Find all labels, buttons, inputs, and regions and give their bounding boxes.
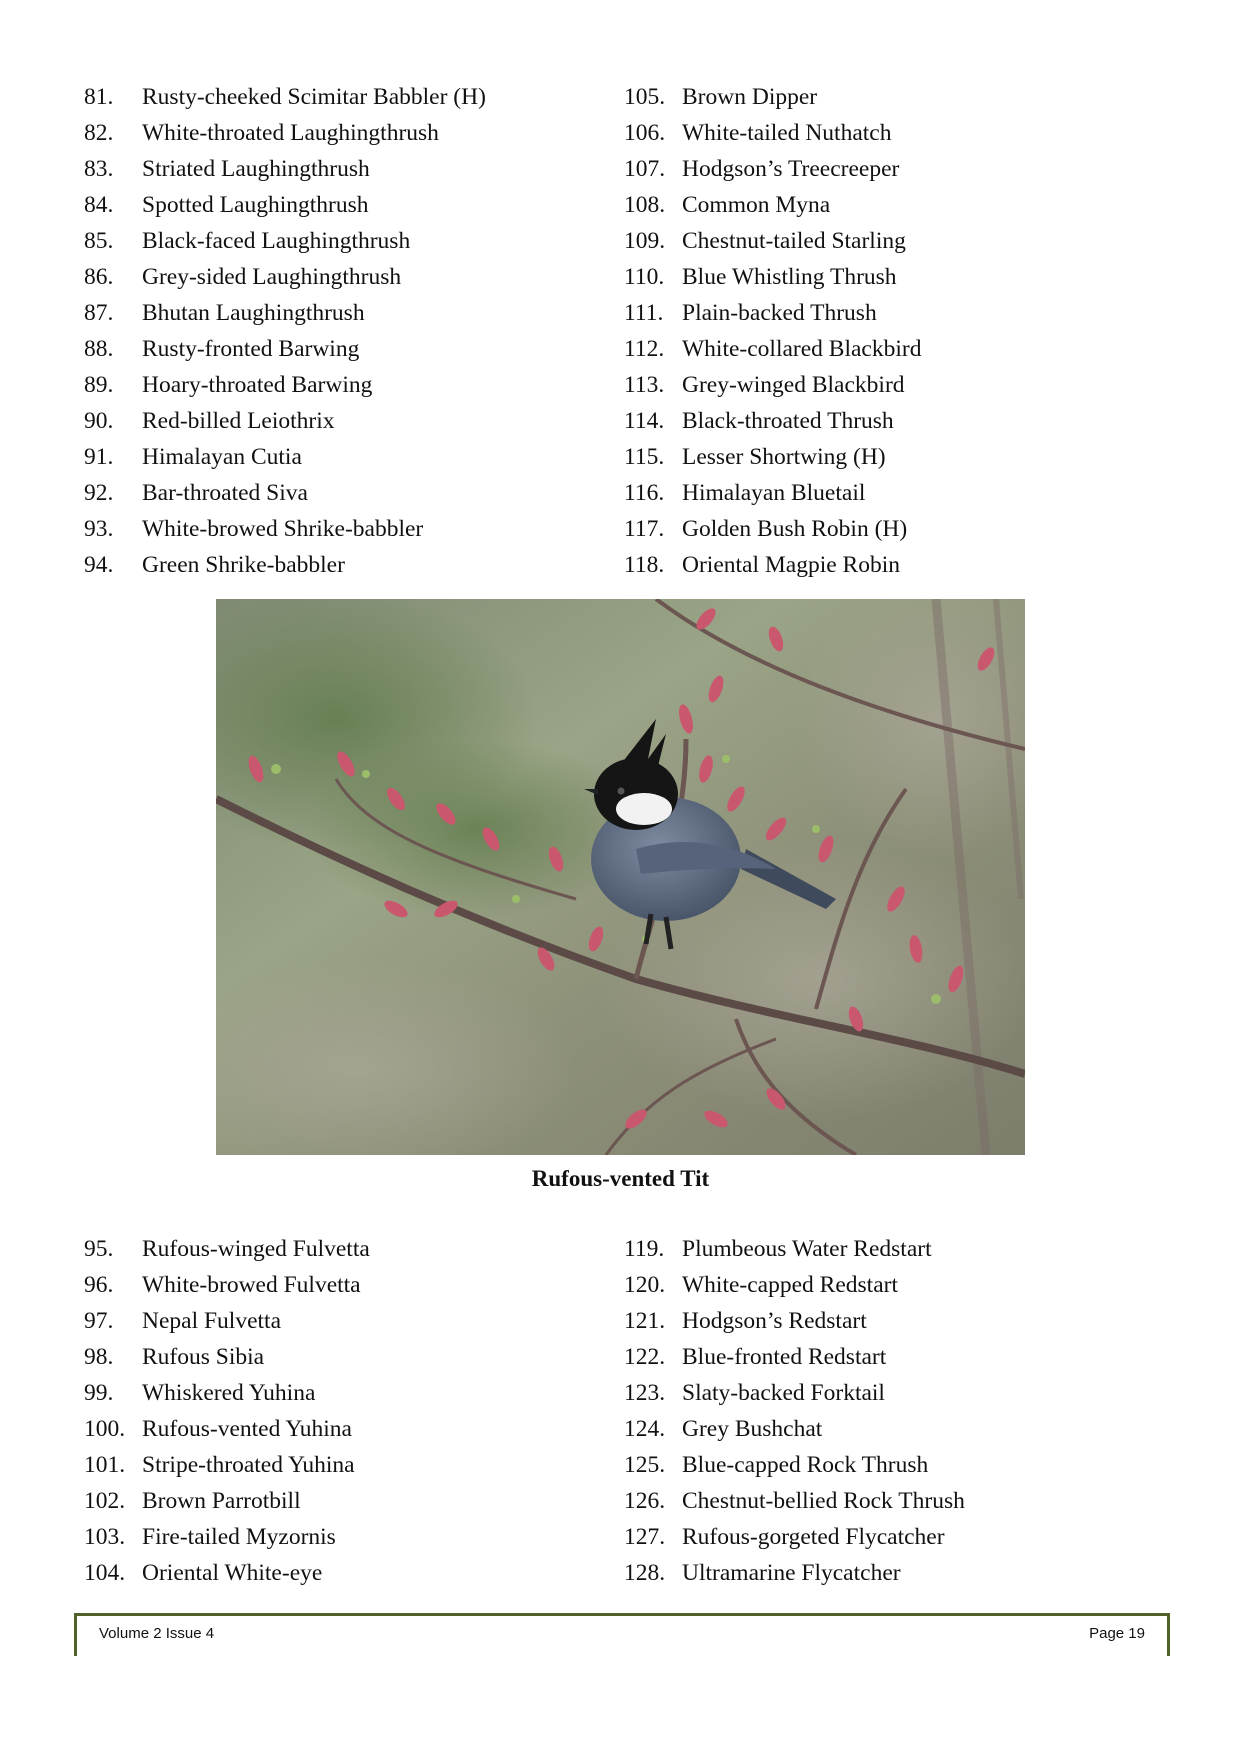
- species-list-item: [624, 1483, 965, 1519]
- species-number: 85.: [84, 228, 114, 254]
- species-name: Bar-throated Siva: [142, 480, 308, 506]
- species-list-item: [84, 1555, 370, 1591]
- species-name: Chestnut-bellied Rock Thrush: [682, 1488, 965, 1514]
- species-name: Bhutan Laughingthrush: [142, 300, 365, 326]
- species-number: 111.: [624, 300, 664, 326]
- species-list-item: [624, 1375, 965, 1411]
- species-number: 91.: [84, 444, 114, 470]
- species-name: Golden Bush Robin (H): [682, 516, 908, 542]
- species-number: 113.: [624, 372, 665, 398]
- species-name: White-browed Shrike-babbler: [142, 516, 424, 542]
- species-name: Himalayan Cutia: [142, 444, 302, 470]
- species-name: Rufous-vented Yuhina: [142, 1416, 352, 1442]
- species-name: Hodgson’s Treecreeper: [682, 156, 900, 182]
- species-number: 121.: [624, 1308, 666, 1334]
- species-number: 126.: [624, 1488, 666, 1514]
- species-name: Fire-tailed Myzornis: [142, 1524, 336, 1550]
- species-list-item: [84, 295, 486, 331]
- species-list-item: [84, 1231, 370, 1267]
- species-list-item: [624, 403, 921, 439]
- species-name: White-tailed Nuthatch: [682, 120, 892, 146]
- species-number: 90.: [84, 408, 114, 434]
- species-list-item: [624, 367, 921, 403]
- species-name: Lesser Shortwing (H): [682, 444, 886, 470]
- species-name: Grey-sided Laughingthrush: [142, 264, 402, 290]
- species-number: 95.: [84, 1236, 114, 1262]
- species-list-item: [624, 151, 921, 187]
- species-number: 110.: [624, 264, 665, 290]
- species-number: 99.: [84, 1380, 114, 1406]
- species-name: Rusty-cheeked Scimitar Babbler (H): [142, 84, 486, 110]
- species-name: Plumbeous Water Redstart: [682, 1236, 932, 1262]
- species-number: 81.: [84, 84, 114, 110]
- species-list-item: [84, 1375, 370, 1411]
- species-number: 86.: [84, 264, 114, 290]
- volume-issue: Volume 2 Issue 4: [99, 1625, 215, 1642]
- species-number: 97.: [84, 1308, 114, 1334]
- species-name: Spotted Laughingthrush: [142, 192, 369, 218]
- species-name: White-throated Laughingthrush: [142, 120, 439, 146]
- species-number: 125.: [624, 1452, 666, 1478]
- species-number: 96.: [84, 1272, 114, 1298]
- species-name: Ultramarine Flycatcher: [682, 1560, 901, 1586]
- species-number: 106.: [624, 120, 666, 146]
- species-list-item: [624, 1555, 965, 1591]
- species-list-item: [624, 331, 921, 367]
- species-list-item: [624, 511, 921, 547]
- species-name: Blue-capped Rock Thrush: [682, 1452, 929, 1478]
- species-name: Blue-fronted Redstart: [682, 1344, 887, 1370]
- species-name: Grey-winged Blackbird: [682, 372, 905, 398]
- species-list-item: [624, 475, 921, 511]
- species-number: 100.: [84, 1416, 126, 1442]
- species-name: Nepal Fulvetta: [142, 1308, 282, 1334]
- species-list-item: [624, 547, 921, 583]
- species-number: 128.: [624, 1560, 666, 1586]
- species-name: Blue Whistling Thrush: [682, 264, 897, 290]
- species-number: 115.: [624, 444, 665, 470]
- species-name: White-collared Blackbird: [682, 336, 922, 362]
- species-list-item: [624, 1267, 965, 1303]
- species-number: 127.: [624, 1524, 666, 1550]
- species-name: Oriental Magpie Robin: [682, 552, 900, 578]
- species-number: 104.: [84, 1560, 126, 1586]
- species-number: 88.: [84, 336, 114, 362]
- species-list-item: [624, 79, 921, 115]
- species-name: Grey Bushchat: [682, 1416, 823, 1442]
- species-list-item: [84, 115, 486, 151]
- species-list-item: [624, 439, 921, 475]
- species-list-item: [624, 295, 921, 331]
- species-name: White-browed Fulvetta: [142, 1272, 361, 1298]
- figure-caption: Rufous-vented Tit: [531, 1166, 710, 1191]
- bird-photo: [216, 599, 1025, 1155]
- page-number: Page 19: [1089, 1625, 1145, 1642]
- page-footer: [74, 1613, 1170, 1656]
- species-list-item: [84, 331, 486, 367]
- species-list-item: [84, 511, 486, 547]
- species-list-top-left: [84, 79, 486, 583]
- species-number: 103.: [84, 1524, 126, 1550]
- species-name: Black-faced Laughingthrush: [142, 228, 411, 254]
- species-number: 122.: [624, 1344, 666, 1370]
- species-name: Hodgson’s Redstart: [682, 1308, 867, 1334]
- species-number: 108.: [624, 192, 666, 218]
- species-name: Black-throated Thrush: [682, 408, 894, 434]
- species-name: Brown Dipper: [682, 84, 818, 110]
- species-number: 117.: [624, 516, 665, 542]
- species-name: Stripe-throated Yuhina: [142, 1452, 355, 1478]
- species-number: 112.: [624, 336, 665, 362]
- species-name: Plain-backed Thrush: [682, 300, 877, 326]
- species-name: Brown Parrotbill: [142, 1488, 301, 1514]
- species-number: 83.: [84, 156, 114, 182]
- species-number: 118.: [624, 552, 665, 578]
- species-name: Green Shrike-babbler: [142, 552, 345, 578]
- species-name: Slaty-backed Forktail: [682, 1380, 885, 1406]
- species-name: Striated Laughingthrush: [142, 156, 370, 182]
- species-number: 102.: [84, 1488, 126, 1514]
- species-list-item: [84, 1303, 370, 1339]
- species-number: 114.: [624, 408, 665, 434]
- species-name: Himalayan Bluetail: [682, 480, 866, 506]
- species-list-item: [84, 403, 486, 439]
- species-list-item: [624, 259, 921, 295]
- species-number: 92.: [84, 480, 114, 506]
- species-number: 107.: [624, 156, 666, 182]
- species-number: 93.: [84, 516, 114, 542]
- species-list-item: [84, 79, 486, 115]
- species-list-bottom-right: [624, 1231, 965, 1591]
- species-name: Rufous-winged Fulvetta: [142, 1236, 370, 1262]
- species-list-item: [624, 187, 921, 223]
- species-number: 98.: [84, 1344, 114, 1370]
- species-list-item: [84, 1267, 370, 1303]
- species-list-item: [84, 187, 486, 223]
- species-number: 119.: [624, 1236, 665, 1262]
- species-list-item: [84, 1483, 370, 1519]
- species-number: 116.: [624, 480, 665, 506]
- species-number: 87.: [84, 300, 114, 326]
- species-list-item: [624, 1411, 965, 1447]
- species-list-item: [624, 1231, 965, 1267]
- species-list-item: [84, 367, 486, 403]
- species-number: 82.: [84, 120, 114, 146]
- species-list-item: [624, 1339, 965, 1375]
- species-list-item: [624, 1303, 965, 1339]
- species-name: Common Myna: [682, 192, 831, 218]
- species-number: 89.: [84, 372, 114, 398]
- species-name: White-capped Redstart: [682, 1272, 898, 1298]
- species-name: Rufous-gorgeted Flycatcher: [682, 1524, 945, 1550]
- species-list-item: [84, 151, 486, 187]
- species-number: 123.: [624, 1380, 666, 1406]
- species-name: Rufous Sibia: [142, 1344, 265, 1370]
- species-list-item: [84, 1411, 370, 1447]
- species-name: Oriental White-eye: [142, 1560, 323, 1586]
- species-number: 94.: [84, 552, 114, 578]
- species-name: Rusty-fronted Barwing: [142, 336, 360, 362]
- species-list-item: [624, 1447, 965, 1483]
- species-list-item: [624, 223, 921, 259]
- species-list-item: [84, 1447, 370, 1483]
- species-number: 120.: [624, 1272, 666, 1298]
- species-name: Chestnut-tailed Starling: [682, 228, 906, 254]
- species-name: Hoary-throated Barwing: [142, 372, 373, 398]
- species-list-item: [624, 1519, 965, 1555]
- species-list-top-right: [624, 79, 921, 583]
- species-number: 105.: [624, 84, 666, 110]
- species-list-item: [84, 1339, 370, 1375]
- species-list-item: [84, 439, 486, 475]
- species-name: Red-billed Leiothrix: [142, 408, 335, 434]
- species-list-item: [84, 547, 486, 583]
- species-list-bottom-left: [84, 1231, 370, 1591]
- species-name: Whiskered Yuhina: [142, 1380, 316, 1406]
- species-list-item: [84, 259, 486, 295]
- species-list-item: [84, 223, 486, 259]
- species-number: 84.: [84, 192, 114, 218]
- species-number: 101.: [84, 1452, 126, 1478]
- species-number: 124.: [624, 1416, 666, 1442]
- species-list-item: [84, 475, 486, 511]
- species-list-item: [624, 115, 921, 151]
- species-number: 109.: [624, 228, 666, 254]
- species-list-item: [84, 1519, 370, 1555]
